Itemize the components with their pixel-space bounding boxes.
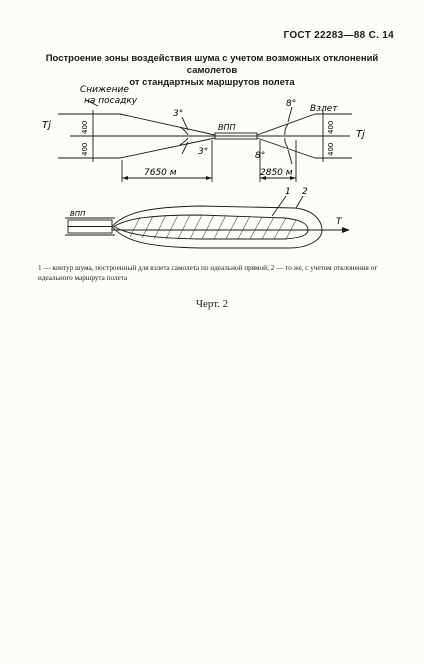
dim-right-top: 400: [327, 120, 335, 134]
label-runway: ВПП: [218, 123, 236, 132]
label-runway-lower: ВПП: [70, 210, 86, 218]
page-header: ГОСТ 22283—88 С. 14: [283, 30, 394, 41]
angle-bottom-left: 3°: [198, 147, 209, 157]
contour-1-label: 1: [285, 187, 291, 197]
caption-line-2: от стандартных маршрутов полета: [129, 77, 295, 88]
label-tj-left: Tj: [42, 120, 51, 131]
label-takeoff: Взлет: [310, 104, 338, 114]
figure-number: Черт. 2: [195, 298, 229, 310]
dim-right-bottom: 400: [327, 142, 335, 156]
angle-bottom-right: 8°: [255, 151, 266, 161]
dist-right: 2850 м: [260, 168, 293, 178]
dim-left-top: 400: [81, 120, 89, 134]
label-descent: Снижение: [80, 85, 129, 95]
label-descent-2: на посадку: [84, 96, 138, 106]
dist-left: 7650 м: [144, 168, 177, 178]
angle-top-left: 3°: [173, 109, 184, 119]
arrow-t-label: T: [336, 217, 342, 227]
legend-text: 1 — контур шума, построенный для взлета самолета по идеальной прямой; 2 — то же, с учетом отклонения от идеального маршрута полета: [38, 264, 378, 282]
angle-top-right: 8°: [286, 99, 297, 109]
caption-line-1: Построение зоны воздействия шума с учетом возможных отклонений самолетов: [45, 53, 379, 76]
contour-2-label: 2: [302, 187, 308, 197]
dim-left-bottom: 400: [81, 142, 89, 156]
noise-zone-diagram: [40, 82, 370, 262]
label-tj-right: Tj: [356, 129, 365, 140]
